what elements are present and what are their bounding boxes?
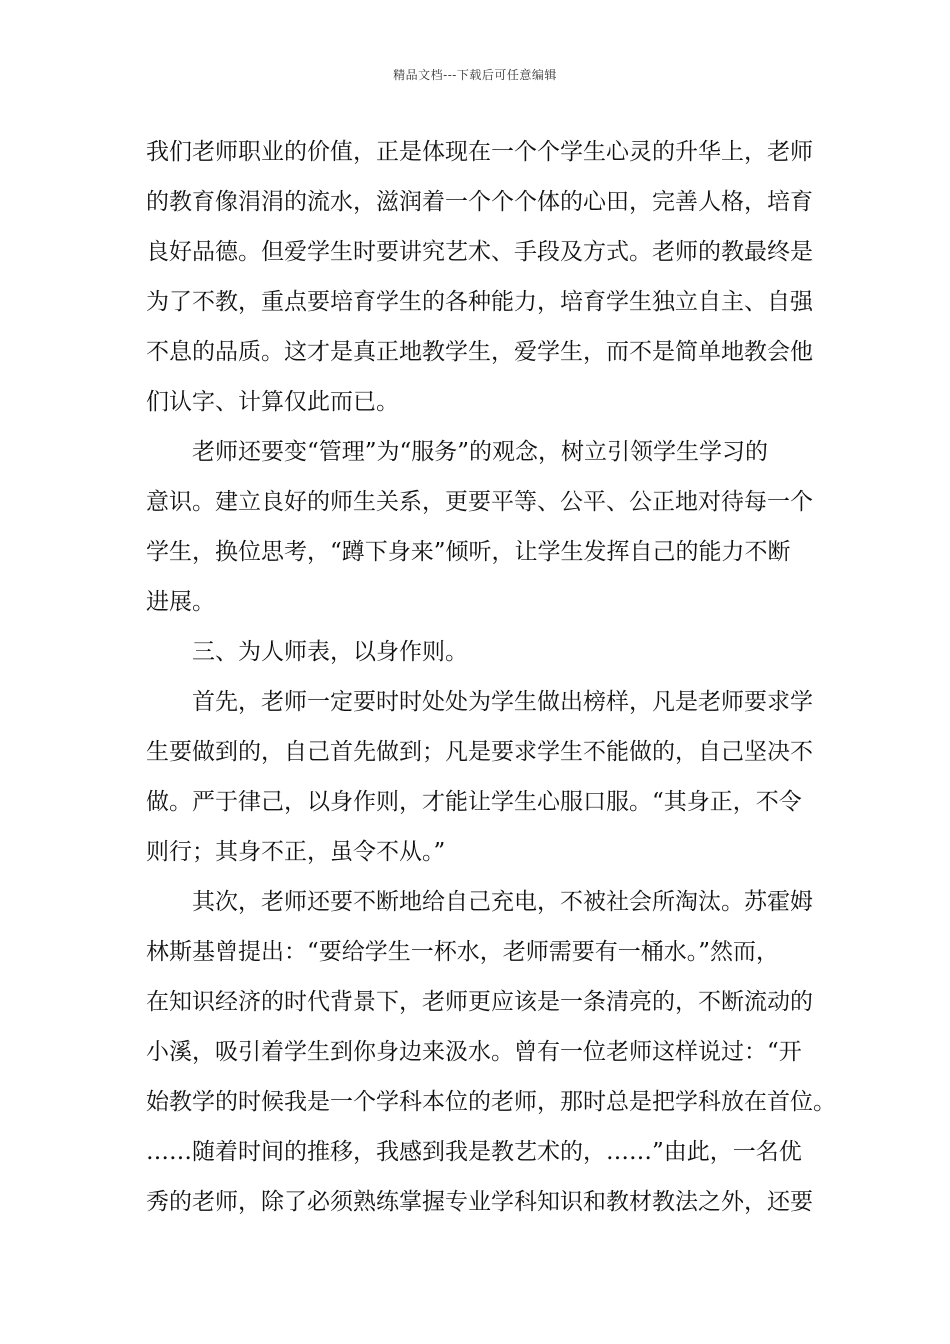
paragraph-line: 始教学的时候我是一个学科本位的老师，那时总是把学科放在首位。 (146, 1089, 836, 1115)
paragraph-line: 首先，老师一定要时时处处为学生做出榜样，凡是老师要求学 (192, 689, 813, 715)
paragraph-4 (146, 877, 836, 1227)
paragraph-line: 其次，老师还要不断地给自己充电，不被社会所淘汰。苏霍姆 (192, 889, 813, 915)
paragraph-line: 在知识经济的时代背景下，老师更应该是一条清亮的，不断流动的 (146, 989, 813, 1015)
paragraph-line: 为了不教，重点要培育学生的各种能力，培育学生独立自主、自强 (146, 289, 813, 315)
page-header: 精品文档---下载后可任意编辑 (393, 68, 557, 82)
document-body (146, 127, 836, 1227)
paragraph-line: 的教育像涓涓的流水，滋润着一个个个体的心田，完善人格，培育 (146, 189, 813, 215)
paragraph-1 (146, 127, 816, 427)
paragraph-line: 林斯基曾提出：“要给学生一杯水，老师需要有一桶水。”然而， (146, 939, 780, 965)
paragraph-line: 秀的老师，除了必须熟练掌握专业学科知识和教材教法之外，还要 (146, 1189, 813, 1215)
paragraph-line: 们认字、计算仅此而已。 (146, 389, 399, 415)
paragraph-line: 不息的品质。这才是真正地教学生，爱学生，而不是简单地教会他 (146, 339, 813, 365)
paragraph-line: 老师还要变“管理”为“服务”的观念，树立引领学生学习的 (192, 439, 769, 465)
paragraph-line: 生要做到的，自己首先做到；凡是要求学生不能做的，自己坚决不 (146, 739, 813, 765)
paragraph-line: 则行；其身不正，虽令不从。” (146, 839, 446, 865)
paragraph-3 (146, 677, 816, 877)
paragraph-2 (146, 427, 816, 627)
paragraph-line: 进展。 (146, 589, 215, 615)
paragraph-line: 我们老师职业的价值，正是体现在一个个学生心灵的升华上，老师 (146, 139, 813, 165)
paragraph-line: 学生，换位思考，“蹲下身来”倾听，让学生发挥自己的能力不断 (146, 539, 791, 565)
paragraph-line: 小溪，吸引着学生到你身边来汲水。曾有一位老师这样说过：“开 (146, 1039, 802, 1065)
paragraph-line: 做。严于律己，以身作则，才能让学生心服口服。“其身正，不令 (146, 789, 802, 815)
paragraph-line: 良好品德。但爱学生时要讲究艺术、手段及方式。老师的教最终是 (146, 239, 813, 265)
section-heading-text: 三、为人师表，以身作则。 (192, 639, 468, 665)
paragraph-line: ……随着时间的推移，我感到我是教艺术的，……”由此，一名优 (146, 1139, 802, 1165)
paragraph-line: 意识。建立良好的师生关系，更要平等、公平、公正地对待每一个 (146, 489, 813, 515)
section-heading (146, 627, 816, 677)
